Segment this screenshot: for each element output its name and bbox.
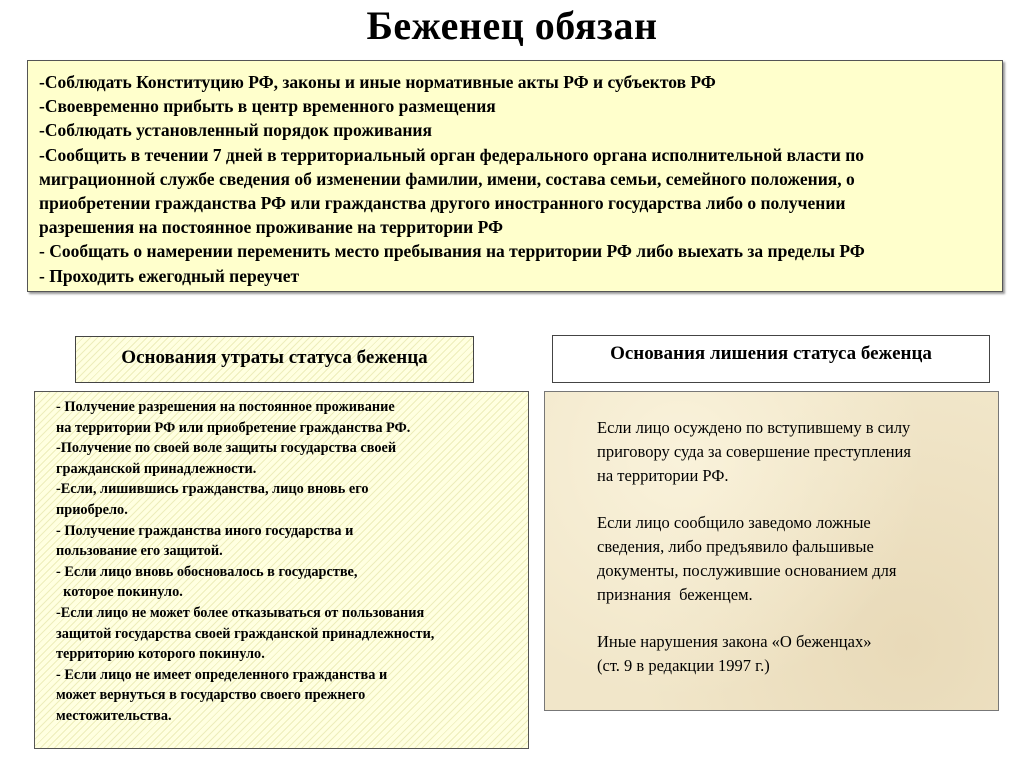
obligation-line: -Соблюдать Конституцию РФ, законы и иные нормативные акты РФ и субъектов РФ xyxy=(39,72,716,92)
page-title: Беженец обязан xyxy=(366,3,658,48)
deprivation-paragraph xyxy=(597,511,998,606)
obligation-line: приобретении гражданства РФ или гражданства другого иностранного государства либо о получении xyxy=(39,193,846,214)
loss-line: приобрело. xyxy=(56,501,128,518)
deprivation-line: признания беженцем. xyxy=(597,584,753,604)
loss-line: -Если, лишившись гражданства, лицо вновь его xyxy=(56,481,369,498)
loss-line: местожительства. xyxy=(56,707,172,724)
obligation-line: - Проходить ежегодный переучет xyxy=(39,265,300,286)
loss-line: защитой государства своей гражданской принадлежности, xyxy=(56,625,435,642)
loss-line: - Если лицо не имеет определенного гражданства и xyxy=(56,666,388,683)
deprivation-paragraph xyxy=(597,416,998,487)
deprivation-line: сведения, либо предъявило фальшивые xyxy=(597,536,874,556)
obligation-line: разрешения на постоянное проживание на территории РФ xyxy=(39,217,504,238)
obligations-box xyxy=(27,60,1003,292)
loss-line: - Если лицо вновь обосновалось в государстве, xyxy=(56,563,358,580)
loss-line: - Получение разрешения на постоянное проживание xyxy=(56,399,395,415)
obligation-line: -Своевременно прибыть в центр временного размещения xyxy=(39,96,496,117)
deprivation-line: Иные нарушения закона «О беженцах» xyxy=(597,632,872,652)
loss-line: пользование его защитой. xyxy=(56,543,223,560)
loss-line: гражданской принадлежности. xyxy=(56,460,257,477)
deprivation-line: на территории РФ. xyxy=(597,465,729,485)
loss-line: территорию которого покинуло. xyxy=(56,646,265,663)
loss-line: -Если лицо не может более отказываться от пользования xyxy=(56,604,425,621)
deprivation-line: Если лицо сообщило заведомо ложные xyxy=(597,513,871,533)
loss-line: может вернуться в государство своего прежнего xyxy=(56,687,366,704)
obligation-line: миграционной службе сведения об изменении фамилии, имени, состава семьи, семейного положения, о xyxy=(39,168,855,189)
deprivation-grounds-box xyxy=(544,391,999,711)
loss-line: - Получение гражданства иного государства и xyxy=(56,522,354,539)
deprivation-line: (ст. 9 в редакции 1997 г.) xyxy=(597,655,770,675)
deprivation-line: документы, послужившие основанием для xyxy=(597,560,897,580)
loss-line: на территории РФ или приобретение гражданства РФ. xyxy=(56,419,411,436)
obligation-line: -Соблюдать установленный порядок проживания xyxy=(39,120,432,141)
obligation-line: -Сообщить в течении 7 дней в территориальный орган федерального органа исполнительной власти по xyxy=(39,144,865,165)
deprivation-heading: Основания лишения статуса беженца xyxy=(552,335,990,383)
loss-grounds-box xyxy=(34,391,529,749)
loss-line: которое покинуло. xyxy=(56,584,183,601)
deprivation-line: приговору суда за совершение преступления xyxy=(597,441,911,461)
deprivation-paragraph xyxy=(597,630,998,678)
loss-heading: Основания утраты статуса беженца xyxy=(75,336,474,383)
deprivation-line: Если лицо осуждено по вступившему в силу xyxy=(597,418,911,437)
loss-line: -Получение по своей воле защиты государства своей xyxy=(56,440,397,457)
obligation-line: - Сообщать о намерении переменить место пребывания на территории РФ либо выехать за пределы РФ xyxy=(39,241,865,262)
